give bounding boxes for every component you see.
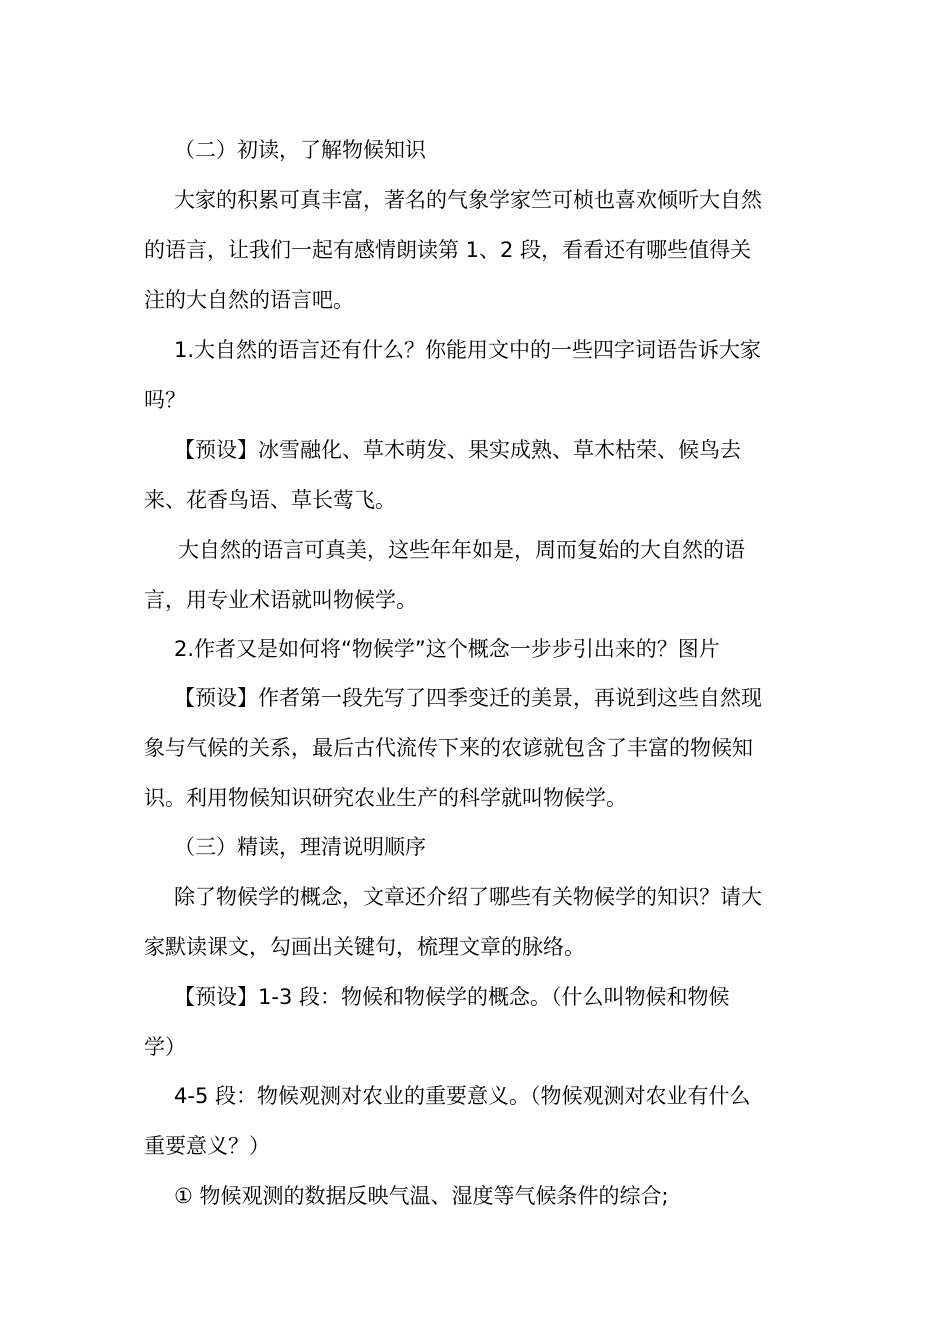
text-line: 2.作者又是如何将“物候学”这个概念一步步引出来的？图片 [174, 637, 720, 661]
text-line: 学） [144, 1035, 186, 1059]
text-line: 4-5 段：物候观测对农业的重要意义。（物候观测对农业有什么 [174, 1084, 751, 1108]
text-line: ① 物候观测的数据反映气温、湿度等气候条件的综合; [174, 1184, 669, 1208]
paragraph-question-1 [144, 325, 808, 425]
paragraph-summary-1 [144, 525, 808, 625]
text-line: 1.大自然的语言还有什么？你能用文中的一些四字词语告诉大家 [174, 338, 762, 362]
section-heading-3 [174, 822, 838, 872]
text-line: 大自然的语言可真美，这些年年如是，周而复始的大自然的语 [178, 538, 745, 562]
paragraph-point-1 [144, 1171, 808, 1221]
text-line: 吗？ [144, 388, 186, 412]
text-line: 识。利用物候知识研究农业生产的科学就叫物候学。 [144, 786, 627, 810]
paragraph-answer-1 [144, 425, 808, 525]
text-line: 言，用专业术语就叫物候学。 [144, 588, 417, 612]
text-line: （二）初读，了解物候知识 [174, 138, 426, 162]
text-line: 重要意义？） [144, 1134, 270, 1158]
text-line: 家默读课文，勾画出关键句，梳理文章的脉络。 [144, 935, 585, 959]
text-line: 注的大自然的语言吧。 [144, 288, 354, 312]
text-line: 除了物候学的概念，文章还介绍了哪些有关物候学的知识？请大 [174, 885, 762, 909]
text-line: 大家的积累可真丰富，著名的气象学家竺可桢也喜欢倾听大自然 [174, 188, 762, 212]
paragraph-intro [144, 175, 808, 325]
paragraph-answer-2 [144, 673, 808, 823]
text-line: 的语言，让我们一起有感情朗读第 1、2 段，看看还有哪些值得关 [144, 238, 752, 262]
section-heading-2 [174, 125, 838, 175]
text-line: 象与气候的关系，最后古代流传下来的农谚就包含了丰富的物候知 [144, 736, 753, 760]
text-line: （三）精读，理清说明顺序 [174, 835, 426, 859]
text-line: 【预设】1-3 段：物候和物候学的概念。（什么叫物候和物候 [174, 985, 730, 1009]
paragraph-answer-3-continued [144, 1071, 808, 1171]
text-line: 【预设】冰雪融化、草木萌发、果实成熟、草木枯荣、候鸟去 [174, 438, 741, 462]
paragraph-question-3 [144, 872, 808, 972]
paragraph-answer-3 [144, 972, 808, 1072]
text-line: 【预设】作者第一段先写了四季变迁的美景，再说到这些自然现 [174, 686, 762, 710]
text-line: 来、花香鸟语、草长莺飞。 [144, 488, 396, 512]
paragraph-question-2 [144, 624, 808, 674]
